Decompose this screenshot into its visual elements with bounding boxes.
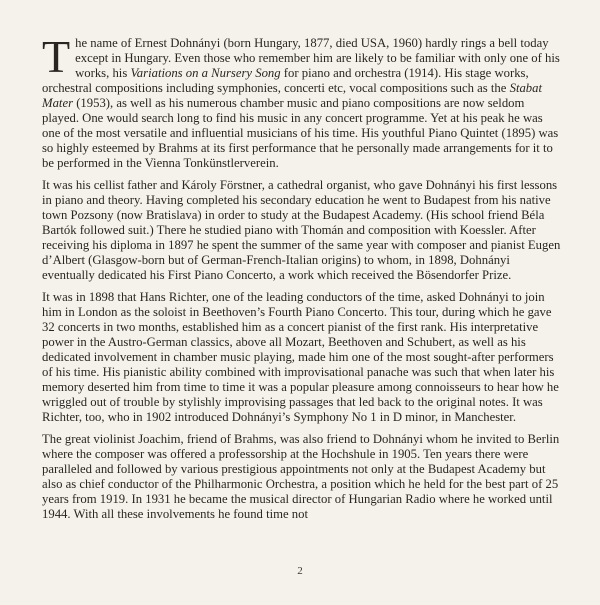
text-segment: It was in 1898 that Hans Richter, one of the leading conductors of the time, asked Dohnányi to join him in London as the soloist in Beethoven’s Fourth Piano Concerto. This tour, during which he gave 32 concerts in two months, established him as a concert pianist of the first rank. His interpretative power in the Austro-German classics, above all Mozart, Beethoven and Schubert, as well as his dedicated involvement in chamber music playing, made him one of the most sought-after performers of his time. His pianistic ability combined with improvisational panache was such that when later his memory deserted him from time to time it was a popular pleasure among connoisseurs to hear how he wriggled out of trouble by stylishly improvising passages that led back to the original notes. It was Richter, too, who in 1902 introduced Dohnányi’s Symphony No 1 in D minor, in Manchester. (42, 290, 559, 424)
paragraph (42, 290, 562, 425)
document-body (42, 31, 562, 529)
text-segment: The great violinist Joachim, friend of Brahms, was also friend to Dohnányi whom he invited to Berlin where the composer was offered a professorship at the Hochshule in 1905. Ten years there were paralleled and followed by various prestigious appointments not only at the Budapest Academy but also as chief conductor of the Philharmonic Orchestra, a position which he held for the best part of 25 years from 1919. In 1931 he became the musical director of Hungarian Radio where he worked until 1944. With all these involvements he found time not (42, 432, 560, 521)
text-segment: for piano and orchestra (1914). His stage works, orchestral compositions including symphonies, concerti etc, vocal compositions such as the (42, 66, 529, 95)
paragraph (42, 178, 562, 283)
italic-title: Stabat Mater (42, 81, 543, 110)
paragraph (42, 31, 562, 171)
paragraph (42, 432, 562, 522)
text-segment: (1953), as well as his numerous chamber music and piano compositions are now seldom played. One would search long to find his music in any concert programme. Yet at his peak he was one of the most versatile and influential musicians of his time. His youthful Piano Quintet (1895) was so highly esteemed by Brahms at its first performance that he personally made arrangements for it to be performed in the Vienna Tonkünstlerverein. (42, 96, 559, 170)
text-segment: It was his cellist father and Károly Förstner, a cathedral organist, who gave Dohnányi his first lessons in piano and theory. Having completed his secondary education he went to Budapest from his native town Pozsony (now Bratislava) in order to study at the Budapest Academy. (His school friend Béla Bartók followed suit.) There he studied piano with Thomán and composition with Koessler. After receiving his diploma in 1897 he spent the summer of the same year with composer and pianist Eugen d’Albert (Glasgow-born but of German-French-Italian origins) to whom, in 1898, Dohnányi eventually dedicated his First Piano Concerto, a work which received the Bösendorfer Prize. (42, 178, 561, 282)
drop-cap: T (42, 31, 71, 82)
page-number: 2 (297, 565, 303, 577)
italic-title: Variations on a Nursery Song (130, 66, 281, 80)
text-segment: he name of Ernest Dohnányi (born Hungary, 1877, died USA, 1960) hardly rings a bell today except in Hungary. Even those who remember him are likely to be familiar with only one of his works, his (75, 36, 560, 80)
